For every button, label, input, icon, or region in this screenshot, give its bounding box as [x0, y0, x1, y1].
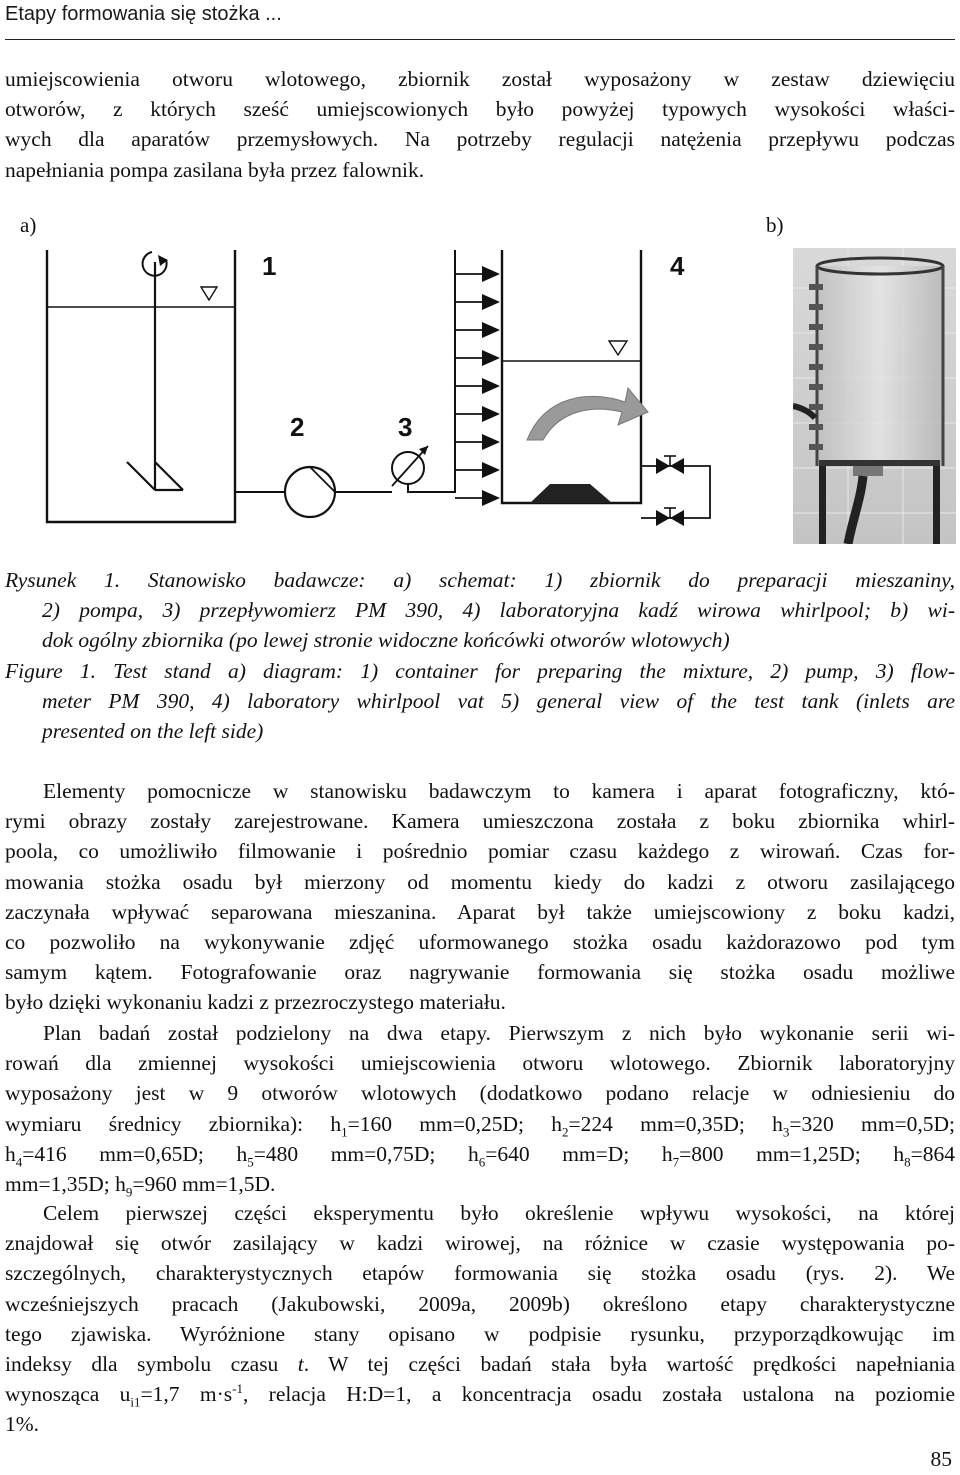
running-header: Etapy formowania się stożka ...: [5, 3, 282, 25]
text-line: napełniania pompa zasilana była przez falownik.: [5, 157, 425, 182]
caption-line: 2) pompa, 3) przepływomierz PM 390, 4) laboratoryjna kadź wirowa whirlpool; b) wi-: [42, 598, 955, 623]
caption-line: Figure 1. Test stand a) diagram: 1) container for preparing the mixture, 2) pump, 3) flow-: [5, 658, 955, 683]
text-line: otworów, z których sześć umiejscowionych było powyżej typowych wysokości właści-: [5, 97, 955, 122]
caption-line: dok ogólny zbiornika (po lewej stronie widoczne końcówki otworów wlotowych): [42, 628, 730, 653]
text-line: Elementy pomocnicze w stanowisku badawczym to kamera i aparat fotograficzny, któ-: [43, 779, 955, 803]
text-line: samym kątem. Fotografowanie oraz nagrywanie formowania się stożka osadu możliwe: [5, 960, 955, 985]
text-line: Plan badań został podzielony na dwa etapy. Pierwszym z nich było wykonanie serii wi-: [43, 1021, 955, 1045]
text-line: indeksy dla symbolu czasu t. W tej części badań stała była wartość prędkości napełniania: [5, 1352, 955, 1377]
vat-level-marker-icon: [609, 341, 627, 355]
tank-photo: [793, 248, 956, 544]
text-line: wynosząca $u_{i1}=1,7$ $m\cdot s^{-1}$, relacja H:D=1, a koncentracja osadu została ustalona na poziomie: [5, 1381, 955, 1410]
figure-label-b: b): [766, 213, 784, 237]
sediment-cone: [530, 484, 612, 503]
flowmeter-icon: [392, 446, 428, 486]
pump-icon: [285, 467, 335, 517]
body-paragraph-3: [5, 1198, 955, 1440]
diagram-label-2: 2: [290, 412, 305, 442]
text-line: szczególnych, charakterystycznych etapów formowania się stożka osadu (rys. 2). We: [5, 1261, 955, 1286]
diagram-label-1: 1: [262, 251, 277, 281]
text-line: rowań dla zmiennej wysokości umiejscowienia otworu wlotowego. Zbiornik laboratoryjny: [5, 1051, 955, 1076]
text-line: wcześniejszych pracach (Jakubowski, 2009a, 2009b) określono etapy charakterystyczne: [5, 1291, 955, 1316]
text-line: co pozwoliło na wykonywanie zdjęć uformowanego stożka osadu każdorazowo pod tym: [5, 930, 955, 955]
text-line: zaczynała wpływać separowana mieszanina. Aparat był także umiejscowiony z boku kadzi,: [5, 899, 955, 924]
text-line: umiejscowienia otworu wlotowego, zbiornik został wyposażony w zestaw dziewięciu: [5, 67, 955, 91]
diagram-label-3: 3: [398, 412, 413, 442]
diagram-label-4: 4: [670, 251, 685, 281]
text-line: mm=1,35D; $h_9=960$ mm=1,5D.: [5, 1172, 276, 1200]
text-line: tego zjawiska. Wyróżnione stany opisano w podpisie rysunku, przyporządkowując im: [5, 1321, 955, 1346]
body-paragraph-2: [5, 1018, 955, 1199]
text-line: $h_4=416$ mm=0,65D; $h_5=480$ mm=0,75D; $h_6=640$ mm=D; $h_7=800$ mm=1,25D; $h_8=864$: [5, 1141, 956, 1170]
text-line: 1%.: [5, 1412, 40, 1437]
caption-line: presented on the left side): [42, 719, 264, 744]
body-paragraph-1: [5, 776, 955, 1018]
figure-caption: [5, 565, 955, 746]
text-line: mowania stożka osadu był mierzony od momentu kiedy do kadzi z otworu zasilającego: [5, 869, 955, 894]
caption-line: meter PM 390, 4) laboratory whirlpool vat 5) general view of the test tank (inlets are: [42, 688, 955, 713]
text-line: Celem pierwszej części eksperymentu było określenie wpływu wysokości, na której: [43, 1201, 955, 1225]
inlet-pipe: [455, 266, 500, 506]
figure-label-a: a): [20, 213, 37, 237]
stirrer-icon: [127, 252, 183, 490]
text-line: było dzięki wykonaniu kadzi z przezroczystego materiału.: [5, 990, 506, 1015]
text-line: wyposażony jest w 9 otworów wlotowych (dodatkowo podano relacje w odniesieniu do: [5, 1081, 955, 1106]
text-line: poola, co umożliwiło filmowanie i pośrednio pomiar czasu każdego z wirowań. Czas for-: [5, 839, 955, 864]
whirlpool-vat: [502, 250, 641, 503]
text-line: znajdował się otwór zasilający w kadzi wirowej, na różnice w czasie występowania po-: [5, 1231, 955, 1256]
whirlpool-flow-arrow-icon: [527, 388, 648, 440]
page-number: 85: [930, 1447, 952, 1471]
caption-line: Rysunek 1. Stanowisko badawcze: a) schemat: 1) zbiornik do preparacji mieszaniny,: [5, 568, 955, 592]
tank1-level-marker-icon: [201, 287, 217, 300]
text-line: rymi obrazy zostały zarejestrowane. Kamera umieszczona została z boku zbiornika whirl-: [5, 809, 955, 834]
text-line: wymiaru średnicy zbiornika): $h_1=160$ mm=0,25D; $h_2=224$ mm=0,35D; $h_3=320$ mm=0,5D;: [5, 1111, 955, 1139]
text-line: wych dla aparatów przemysłowych. Na potrzeby regulacji natężenia przepływu podczas: [5, 127, 955, 152]
outlet-valves: [641, 456, 710, 526]
